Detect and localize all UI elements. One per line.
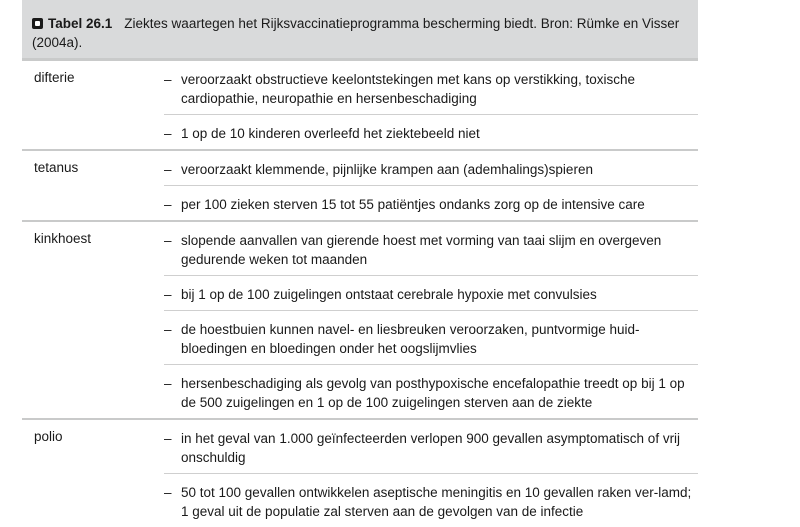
disease-facts: [164, 420, 698, 527]
table-marker-icon: [32, 18, 43, 29]
fact-text: per 100 zieken sterven 15 tot 55 patiëntjes ondanks zorg op de intensive care: [181, 197, 645, 212]
disease-name: tetanus: [34, 160, 79, 175]
fact-text: hersenbeschadiging als gevolg van posthypoxische encefalopathie treedt op bij 1 op de 500 zuigelingen en 1 op de 100 zuigelingen sterven aan de ziekte: [181, 376, 685, 410]
table-number: Tabel 26.1: [48, 16, 113, 31]
fact-item: [164, 61, 698, 114]
dash-bullet: –: [164, 431, 172, 446]
fact-text: veroorzaakt obstructieve keelontstekingen met kans op verstikking, toxische cardiopathie, neuropathie en hersenbeschadiging: [181, 72, 635, 106]
dash-bullet: –: [164, 485, 172, 500]
fact-item: [164, 275, 698, 310]
disease-facts: [164, 61, 698, 149]
disease-facts: [164, 222, 698, 418]
fact-item: [164, 364, 698, 418]
fact-text: bij 1 op de 100 zuigelingen ontstaat cerebrale hypoxie met convulsies: [181, 287, 597, 302]
fact-item: [164, 114, 698, 149]
dash-bullet: –: [164, 72, 172, 87]
fact-item: [164, 310, 698, 364]
fact-item: [164, 420, 698, 473]
dash-bullet: –: [164, 197, 172, 212]
dash-bullet: –: [164, 233, 172, 248]
fact-text: de hoestbuien kunnen navel- en liesbreuken veroorzaken, puntvormige huid-bloedingen en bloedingen onder het oogslijmvlies: [181, 322, 640, 356]
fact-item: [164, 185, 698, 220]
disease-row: [22, 61, 698, 149]
fact-text: 1 op de 10 kinderen overleefd het ziektebeeld niet: [181, 126, 480, 141]
dash-bullet: –: [164, 322, 172, 337]
fact-text: 50 tot 100 gevallen ontwikkelen aseptische meningitis en 10 gevallen raken ver-lamd; 1 geval uit de populatie zal sterven aan de gevolgen van de infectie: [181, 485, 692, 519]
dash-bullet: –: [164, 162, 172, 177]
table-caption-text: Ziektes waartegen het Rijksvaccinatieprogramma bescherming biedt. Bron: Rümke en Visser (2004a).: [32, 16, 680, 50]
disease-row: [22, 418, 698, 527]
disease-name: kinkhoest: [34, 231, 92, 246]
fact-item: [164, 473, 698, 527]
disease-row: [22, 220, 698, 418]
fact-text: in het geval van 1.000 geïnfecteerden verlopen 900 gevallen asymptomatisch of vrij onschuldig: [181, 431, 681, 465]
fact-item: [164, 222, 698, 275]
disease-row: [22, 149, 698, 220]
dash-bullet: –: [164, 287, 172, 302]
table-caption: [22, 0, 698, 58]
disease-name: polio: [34, 429, 63, 444]
fact-item: [164, 151, 698, 185]
fact-text: veroorzaakt klemmende, pijnlijke krampen aan (ademhalings)spieren: [181, 162, 593, 177]
dash-bullet: –: [164, 376, 172, 391]
table-body: [22, 61, 698, 527]
table-26-1: [22, 0, 698, 527]
disease-name: difterie: [34, 70, 75, 85]
fact-text: slopende aanvallen van gierende hoest met vorming van taai slijm en overgeven gedurende weken tot maanden: [181, 233, 662, 267]
disease-facts: [164, 151, 698, 220]
dash-bullet: –: [164, 126, 172, 141]
